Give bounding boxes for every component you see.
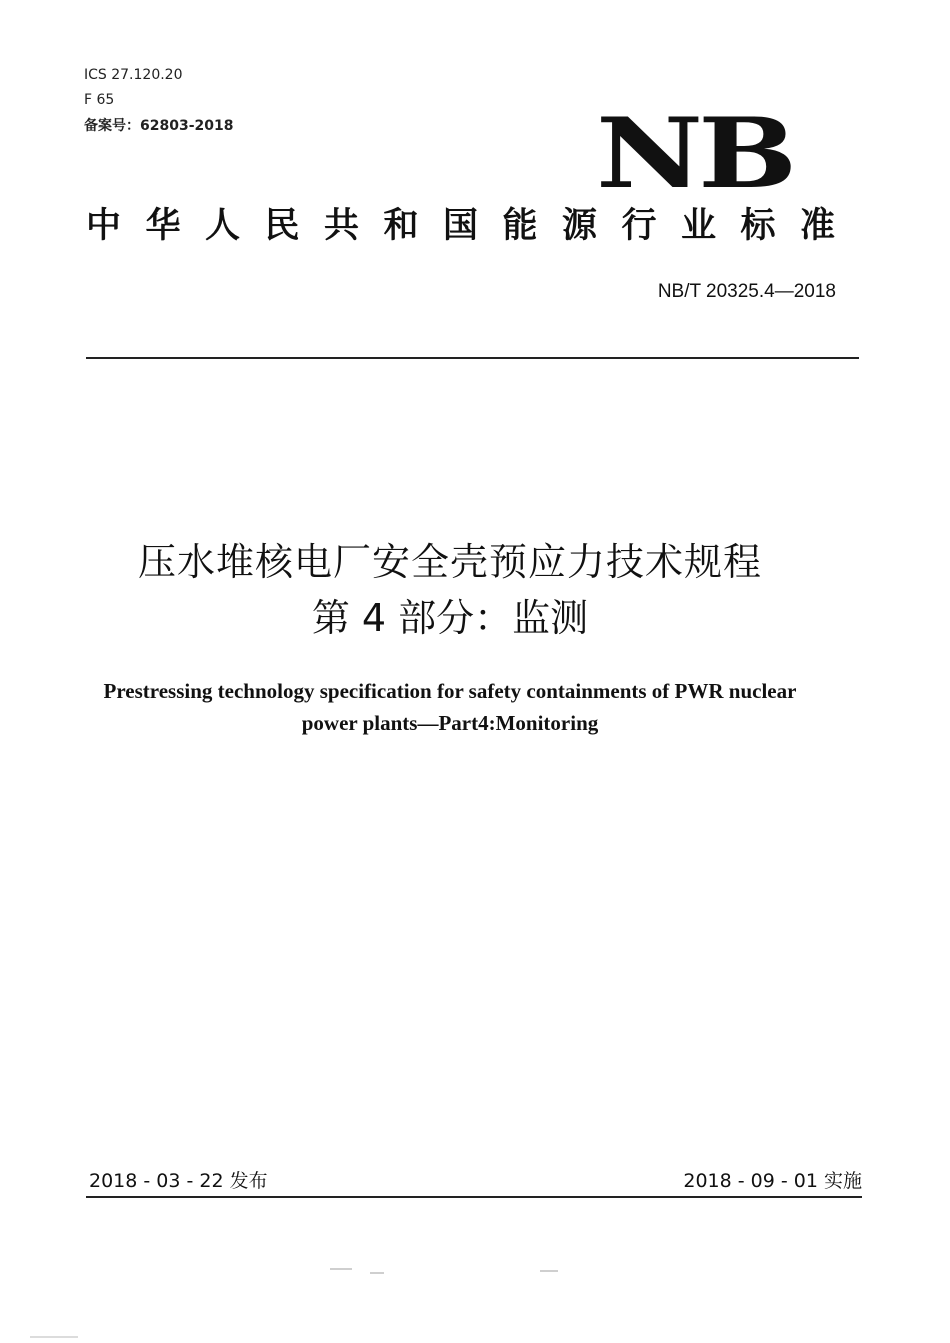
scan-speck [370,1272,384,1274]
classification-code: F 65 [84,92,115,108]
header-divider [86,357,859,359]
issue-date: 2018 - 03 - 22 发布 [89,1170,268,1192]
implementation-date: 2018 - 09 - 01 实施 [683,1170,862,1192]
title-english-line-2: power plants—Part4:Monitoring [301,711,599,735]
footer-divider [86,1196,862,1198]
record-number: 备案号：62803-2018 [84,118,234,134]
scan-speck [540,1270,558,1272]
ics-code: ICS 27.120.20 [84,67,183,83]
standard-number: NB/T 20325.4—2018 [657,281,836,302]
nb-logo: NB [596,97,793,210]
scan-speck [330,1268,352,1270]
issuing-organization: 中华人民共和国能源行业标准 [86,206,860,246]
title-english-line-1: Prestressing technology specification for safety containments of PWR nuclear [103,679,797,703]
title-chinese-line-2: 第 4 部分：监测 [311,596,589,640]
scan-speck [30,1336,78,1338]
title-chinese-line-1: 压水堆核电厂安全壳预应力技术规程 [137,540,762,584]
